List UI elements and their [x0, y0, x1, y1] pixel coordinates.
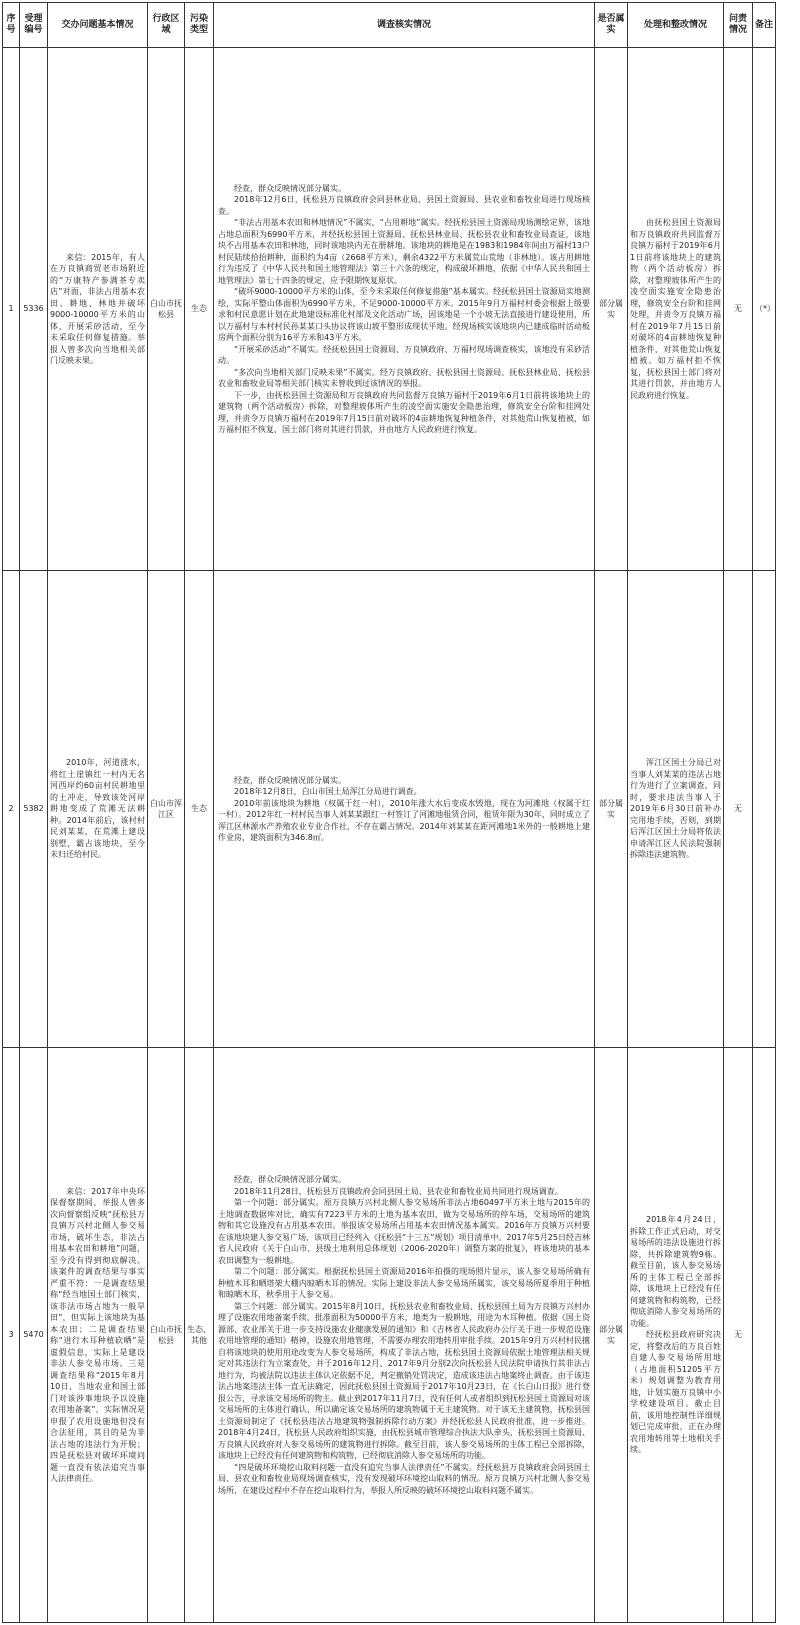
verification-paragraph: 下一步，由抚松县国土资源局和万良镇政府共同监督万良镇万福村于2019年6月1日前将该地块上的建筑物（两个活动板房）拆除，对整理坡体所产生的凌空面实施安全隐患治理，修筑安全台阶和挂网处理，并责令万良镇万福村在2019年7月15日前对破坏的4亩耕地恢复种植条件，对其他荒山恢复植被，如万福村拒不恢复，国土部门将对其进行罚款，并由地方人民政府进行恢复。	[218, 390, 590, 434]
row-fact: 部分属实	[595, 48, 628, 571]
verification-paragraph: 经查，群众反映情况部分属实。	[234, 1175, 346, 1184]
row-type: 生态、其他	[185, 1048, 214, 1623]
handling-text: 经抚松县政府研究决定，将整改后的万良百姓自建人参交易场所用地（占地面积51205平方米）规划调整为教育用地，计划实施万良镇中小学校建设项目。截止目前，该用地控制性详细规划已完成审批，正在办理农用地转用等土地相关手续。	[630, 1330, 721, 1455]
verification-paragraph: 2010年前该地块为耕地（权属于红一村），2010年涨大水后变成水毁地，现在为河滩地（权属于红一村）。2012年红一村村民当事人刘某某跟红一村签订了河滩地租赁合同，租赁年限为30年，同时成立了浑江区林源水产养殖农业专业合作社，不存在霸占情况。2014年刘某某在距河滩地1米外的一般耕地上建作业房，建筑面积为346.8㎡。	[218, 798, 590, 842]
supervision-table	[2, 2, 776, 1623]
row-accountability: 无	[724, 1048, 753, 1623]
verification-paragraph: 第一个问题：部分属实。原万良镇万兴村北侧人参交易场所非法占地60497平方米土地与2015年的土地调查数据库对比，确实有7223平方米的土地为基本农田，做为交易场所的停车场，交易场所的建筑物和其它设施没有占用基本农田。举报该交易场所占用基本农田情况基本属实。2016年万良镇万兴村要在该地块建人参交易广场，该项目已经列入《抚松县“十三五”规划》项目清单中。2017年5月25日经吉林省人民政府《关于白山市、县级土地利用总体规划（2006-2020年）调整方案的批复》，将该地块的基本农田调整为一般耕地。	[218, 1198, 590, 1265]
row-issue	[48, 1048, 148, 1623]
row-accountability: 无	[724, 571, 753, 1048]
header-remark: 备注	[753, 3, 776, 48]
row-accountability: 无	[724, 48, 753, 571]
verification-paragraph: 经查，群众反映情况部分属实。	[234, 775, 346, 785]
verification-paragraph: 第二个问题：部分属实。根据抚松县国土资源局2016年拍摄的现场照片显示，该人参交易场所确有种植木耳和晒塔架大棚内晾晒木耳的情况。实际上建设非法人参交易场所属实，该交易场所夏季用于种植和晾晒木耳，秋季用于人参交易。	[218, 1267, 590, 1299]
row-no: 1	[3, 48, 20, 571]
header-region: 行政区域	[148, 3, 185, 48]
header-accountability: 问责情况	[724, 3, 753, 48]
row-issue	[48, 571, 148, 1048]
row-region: 白山市抚松县	[148, 1048, 185, 1623]
row-id: 5336	[20, 48, 48, 571]
issue-text: 来信：2015年，有人在万良镇商贸老市场附近的“万康特产参满茶专卖店”对面，非法占用基本农田、耕地、林地并破坏9000-10000平方米的山体，开展采砂活动，至今未采取任何修复措施。举报人曾多次向当地相关部门反映未果。	[50, 252, 145, 365]
verification-paragraph: 经查，群众反映情况部分属实。	[234, 183, 346, 193]
row-type: 生态	[185, 48, 214, 571]
row-id: 5470	[20, 1048, 48, 1623]
verification-paragraph: “四是破坏环境挖山取料问题一直没有追究当事人法律责任”不属实。经抚松县万良镇政府会同县国土局、县农业和畜牧业局现场调查核实，没有发现破坏环境挖山取料的情况。原万良镇万兴村北侧人参交易场所，在建设过程中不存在挖山取料行为，举报人所反映的破坏环境挖山取料问题不属实。	[218, 1462, 590, 1495]
row-remark	[753, 1048, 776, 1623]
header-no: 序号	[3, 3, 20, 48]
row-verification	[214, 571, 595, 1048]
table-row	[3, 1048, 776, 1623]
row-verification	[214, 48, 595, 571]
issue-text: 2010年，河道涨水，将红土崖镇红一村内无名河西岸约60亩村民耕地里的土冲走，导致该处河岸耕地变成了荒滩无法耕种。2014年前后，该村村民刘某某，在荒滩上建设别墅，霸占该地块，至今未归还给村民。	[50, 758, 145, 860]
row-no: 3	[3, 1048, 20, 1623]
row-handling	[628, 1048, 724, 1623]
handling-text: 2018年4月24日，拆除工作正式启动，对交易场所的违法设施进行拆除，共拆除建筑物9栋。截至目前，该人参交易场所的主体工程已全部拆除，该地块上已经没有任何建筑物和构筑物，已经彻底消除人参交易场所的功能。	[630, 1215, 721, 1328]
table-header-row	[3, 3, 776, 48]
row-fact: 部分属实	[595, 571, 628, 1048]
row-remark: （*）	[753, 48, 776, 571]
verification-paragraph: 2018年11月28日，抚松县万良镇政府会同县国土局、县农业和畜牧业局共同进行现场调查。	[234, 1186, 563, 1196]
verification-paragraph: “多次向当地相关部门反映未果”不属实。经万良镇政府、抚松县国土资源局、抚松县林业局、抚松县农业和畜牧业局等相关部门核实未曾收到过该情况的举报。	[218, 367, 590, 388]
header-type: 污染类型	[185, 3, 214, 48]
row-region: 白山市浑江区	[148, 571, 185, 1048]
verification-paragraph: 2018年12月6日，抚松县万良镇政府会同县林业局、县国土资源局、县农业和畜牧业局进行现场核查。	[218, 195, 590, 216]
header-issue: 交办问题基本情况	[48, 3, 148, 48]
row-region: 白山市抚松县	[148, 48, 185, 571]
verification-paragraph: “破坏9000-10000平方米的山体，至今未采取任何修复措施”基本属实。经抚松县国土资源局实地测绘，实际平整山体面积为6990平方米，不足9000-10000平方米。2015年9月万福村村委会根据上级要求和村民意愿计划在此地建设标准化村部及文化活动广场，因该地是一个小坡无法直接进行建设使用，所以万福村与本村村民孙某某口头协议将该山坡平整形成现状平地。经现场核实该地块内已建成临时活动板房两个面积分别为16平方米和43平方米。	[218, 287, 590, 342]
header-id: 受理编号	[20, 3, 48, 48]
row-type: 生态	[185, 571, 214, 1048]
verification-paragraph: “开展采砂活动”不属实。经抚松县国土资源局、万良镇政府、万福村现场调查核实，该地没有采砂活动。	[218, 344, 590, 365]
verification-paragraph: 第三个问题：部分属实。2015年8月10日，抚松县农业和畜牧业局、抚松县国土局为万良镇万兴村办理了设施农用地备案手续，批准面积为50000平方米，地类为一般耕地，用途为木耳种植。依据《国土资源部、农业部关于进一步支持设施农业健康发展的通知》和《吉林省人民政府办公厅关于进一步规范设施农用地管理的通知》精神，设施农用地管理，不需要办理农用地转用审批手续。2015年9月万兴村村民擅自将该地块的使用用途改变为人参交易场所，构成了非法占地，抚松县国土资源局依据土地管理法相关规定对其违法行为立案查处，并于2016年12月、2017年9月分别2次向抚松县人民法院申请执行其非法占地行为，均被法院以违法主体认定依据不足，判定撤销处罚决定，造成该违法占地案终止调查。由于该违法占地案违法主体一直无法确定，因此抚松县国土资源局于2017年10月23日，在《长白山日报》进行登报公告，寻求该交易场所的物主。截止到2017年11月7日，没有任何人或者组织到抚松县国土资源局对该交易场所的主体进行确认，所以确定该交易场所的建筑物属于无主建筑物。对于该无主建筑物，抚松县国土资源局制定了《抚松县违法占地建筑物强制拆除行动方案》并经抚松县人民政府批准，进一步推进。2018年4月24日，抚松县人民政府组织实施，由抚松县城市管理综合执法大队牵头，抚松县国土资源局、万良镇人民政府对人参交易场所的建筑物进行拆除。截至目前，该人参交易场所的主体工程已全部拆除，该地块上已经没有任何建筑物和构筑物，已经彻底消除人参交易场所的功能。	[218, 1301, 590, 1460]
row-issue	[48, 48, 148, 571]
verification-paragraph: 2018年12月8日，白山市国土局浑江分局进行调查。	[234, 787, 422, 796]
row-verification	[214, 1048, 595, 1623]
row-fact: 部分属实	[595, 1048, 628, 1623]
row-handling	[628, 571, 724, 1048]
verification-paragraph: “非法占用基本农田和林地情况”不属实，“占用耕地”属实。经抚松县国土资源局现场测绘定界，该地占地总面积为6990平方米，并经抚松县国土资源局、抚松县林业局、抚松县农业和畜牧业局查证，该地块不占用基本农田和林地，同时该地块内无在册耕地。该地块的耕地是在1983和1984年间由万福村13户村民陆续拾抬耕种，面积约为4亩（2668平方米），剩余4322平方米属荒山荒地（非林地）。该占用耕地行为违反了《中华人民共和国土地管理法》第三十六条的规定，构成破坏耕地，依据《中华人民共和国土地管理法》第七十四条的规定，应予限期恢复原状。	[218, 218, 590, 285]
row-no: 2	[3, 571, 20, 1048]
header-verification: 调查核实情况	[214, 3, 595, 48]
handling-text: 由抚松县国土资源局和万良镇政府共同监督万良镇万福村于2019年6月1日前将该地块上的建筑物（两个活动板房）拆除，对整理坡体所产生的凌空面实施安全隐患治理，修筑安全台阶和挂网处理，并责令万良镇万福村在2019年7月15日前对破坏的4亩耕地恢复种植条件，对其他荒山恢复植被。如万福村拒不恢复，抚松县国土部门将对其进行罚款，并由地方人民政府进行恢复。	[630, 218, 721, 400]
table-row	[3, 48, 776, 571]
header-handling: 处理和整改情况	[628, 3, 724, 48]
handling-text: 浑江区国土分局已对当事人刘某某的违法占地行为进行了立案调查，同时，要求违法当事人于2019年6月30日前补办完用地手续，否则，到期后浑江区国土分局将依法申请浑江区人民法院强制拆除违法建筑物。	[630, 758, 721, 860]
issue-text: 来信：2017年中央环保督察期间，举报人曾多次向督察组反映“抚松县万良镇万兴村北侧人参交易市场，破坏生态，非法占用基本农田和耕地”问题，至今没有得到彻底解决。该案件的调查结果与事实严重不符：一是调查结果称“经当地国土部门核实，该非法市场占地为一般旱田”，但实际上该地块为基本农田；二是调查结果称“进行木耳种植砍晒”是虚假信息，实际上是建设非法人参交易市场。三是调查结果称“2015年8月10日，当地农业和国土部门对该涉事地块予以设施农用地备案”，实际情况是申报了农用设施地但没有合法征用，其目的是为非法占地的违法行为开脱；四是抚松县对破坏环境问题一直没有依法追究当事人法律责任。	[50, 1186, 145, 1483]
table-row	[3, 571, 776, 1048]
row-handling	[628, 48, 724, 571]
row-id: 5382	[20, 571, 48, 1048]
header-fact: 是否属实	[595, 3, 628, 48]
row-remark	[753, 571, 776, 1048]
